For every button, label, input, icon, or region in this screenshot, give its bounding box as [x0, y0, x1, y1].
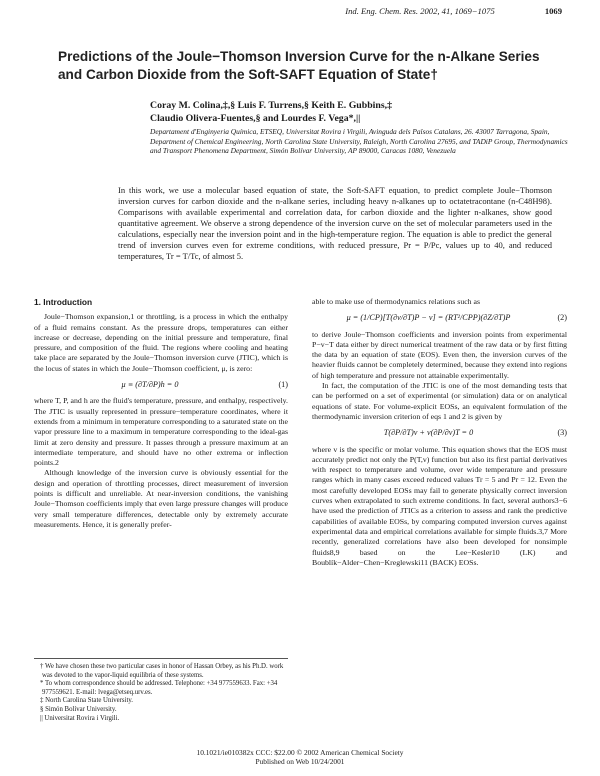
equation-body: μ ≡ (∂T/∂P)h = 0	[121, 380, 179, 390]
abstract: In this work, we use a molecular based equation of state, the Soft-SAFT equation, to predict complete Joule−Thomson inversion curves for carbon dioxide and the n-alkane series, including heavy n-alkanes up to octatetracontane (n-C48H98). Comparisons with available experimental and correlation data, for carbon dioxide and the lighter n-alkanes, show good quantitative agreement. We observe a strong dependence of the inversion curve on the set of molecular parameters used in the calculations, especially near the inversion point and in the high-temperature region. The equation is able to predict the general trend of inversion curves even for extreme conditions, with reduced pressure, Pr = P/Pc, values up to 40, and reduced temperatures, Tr = T/Tc, of almost 5.	[118, 185, 552, 261]
paragraph: Although knowledge of the inversion curve is obviously essential for the design and operation of throttling processes, direct measurement of inversion points is difficult and unreliable. At near-inversion conditions, the vanishing Joule−Thomson coefficients imply that even large pressure changes will produce very small temperature differences, detectable only by extremely accurate measurements. Hence, it is generally prefer-	[34, 468, 288, 529]
right-column	[312, 297, 567, 568]
affiliations: Departament d'Enginyeria Química, ETSEQ, Universitat Rovira i Virgili, Avinguda dels Països Catalans, 26. 43007 Tarragona, Spain, Department of Chemical Engineering, North Carolina State University, Raleigh, North Carolina 27695, and TADiP Group, Thermodynamics and Transport Phenomena Department, Simón Bolívar University, AP 89000, Caracas 1080, Venezuela	[150, 127, 568, 156]
section-heading: 1. Introduction	[34, 297, 93, 307]
author-line-2: Claudio Olivera-Fuentes,§ and Lourdes F. Vega*,||	[150, 113, 361, 124]
footnote-divider	[34, 658, 288, 659]
paragraph: In fact, the computation of the JTIC is one of the most demanding tests that can be performed on a set of experimental (or simulation) data or on analytical equations of state. For volume-explicit EOSs, an equivalent formulation of the thermodynamic inversion criterion of eqs 1 and 2 is given by	[312, 381, 567, 421]
paragraph: Joule−Thomson expansion,1 or throttling, is a process in which the enthalpy of a fluid remains constant. As the pressure drops, temperatures can either increase or decrease, depending on the initial pressure and temperature, final pressure, and composition of the fluid. The regions where cooling and heating take place are separated by the Joule−Thomson inversion curve (JTIC), which is the locus of states in which the Joule−Thomson coefficient, μ, is zero:	[34, 312, 288, 373]
equation-number: (3)	[557, 428, 567, 438]
paper-title: Predictions of the Joule−Thomson Inversion Curve for the n-Alkane Series and Carbon Dioxide from the Soft-SAFT Equation of State†	[58, 49, 540, 82]
author-line-1: Coray M. Colina,‡,§ Luis F. Turrens,§ Keith E. Gubbins,‡	[150, 100, 392, 111]
equation-body: T(∂P/∂T)v + v(∂P/∂v)T = 0	[383, 428, 474, 438]
footnote: † We have chosen these two particular cases in honor of Hassan Orbey, as his Ph.D. work was devoted to the vapor-liquid equilibria of these systems.	[40, 663, 284, 679]
footnote: || Universitat Rovira i Virgili.	[40, 714, 120, 722]
paragraph: where T, P, and h are the fluid's temperature, pressure, and enthalpy, respectively. The JTIC is usually represented in pressure−temperature coordinates, where it extends from a minimum in temperature corresponding to a saturated state on the vapor pressure line to a maximum in temperature corresponding to the ideal-gas limit at zero density and pressure. It passes through a pressure maximum at an intermediate temperature, and should have no other extrema or inflection points.2	[34, 396, 288, 468]
published-line: Published on Web 10/24/2001	[255, 757, 345, 766]
page-number: 1069	[544, 6, 562, 16]
equation-number: (1)	[278, 380, 288, 390]
footnotes	[34, 658, 288, 723]
equation-3	[312, 428, 567, 438]
footnote: * To whom correspondence should be addressed. Telephone: +34 977559633. Fax: +34 977559621. E-mail: lvega@etseq.urv.es.	[40, 680, 278, 696]
author-list	[150, 99, 570, 125]
paragraph: to derive Joule−Thomson coefficients and inversion points from experimental P−v−T data either by direct numerical treatment of the raw data or by first fitting the data by an equation of state (EOS). Even then, the inversion curves of the heavier fluids cannot be completely determined, because they extend into regions of high temperature and pressure not attainable experimentally.	[312, 329, 567, 380]
doi-line: 10.1021/ie010382x CCC: $22.00 © 2002 American Chemical Society	[196, 748, 404, 757]
journal-reference: Ind. Eng. Chem. Res. 2002, 41, 1069−1075	[345, 6, 495, 16]
equation-body: μ = (1/CP)[T(∂v/∂T)P − v] = (RT²/CPP)(∂Z/∂T)P	[346, 313, 511, 323]
page-footer	[0, 748, 600, 766]
footnote: § Simón Bolívar University.	[40, 705, 117, 713]
footnote: ‡ North Carolina State University.	[40, 697, 133, 705]
equation-number: (2)	[557, 313, 567, 323]
paragraph: able to make use of thermodynamics relations such as	[312, 297, 481, 306]
paragraph: where v is the specific or molar volume. This equation shows that the EOS must accurately predict not only the P(T,v) function but also its first partial derivatives with respect to temperature and volume, over wide temperature and pressure ranges which in many cases exceed reduced values Tr = 5 and Pr = 12. Even the most carefully developed EOSs may fail to generate physically correct inversion curves when extrapolated to such extreme conditions. In fact, several authors3−6 have used the prediction of JTICs as a criterion to assess and rank the predictive capabilities of available EOSs, by comparing computed inversion curves against experimental data and empirical correlations available for simple fluids.3,7 More recently, generalized correlations have also been developed for nonsimple fluids8,9 based on the Lee−Kesler10 (LK) and Boublík−Alder−Chen−Kreglewski11 (BACK) EOSs.	[312, 444, 567, 567]
left-column	[34, 297, 288, 530]
equation-2	[312, 313, 567, 323]
equation-1	[34, 380, 288, 390]
